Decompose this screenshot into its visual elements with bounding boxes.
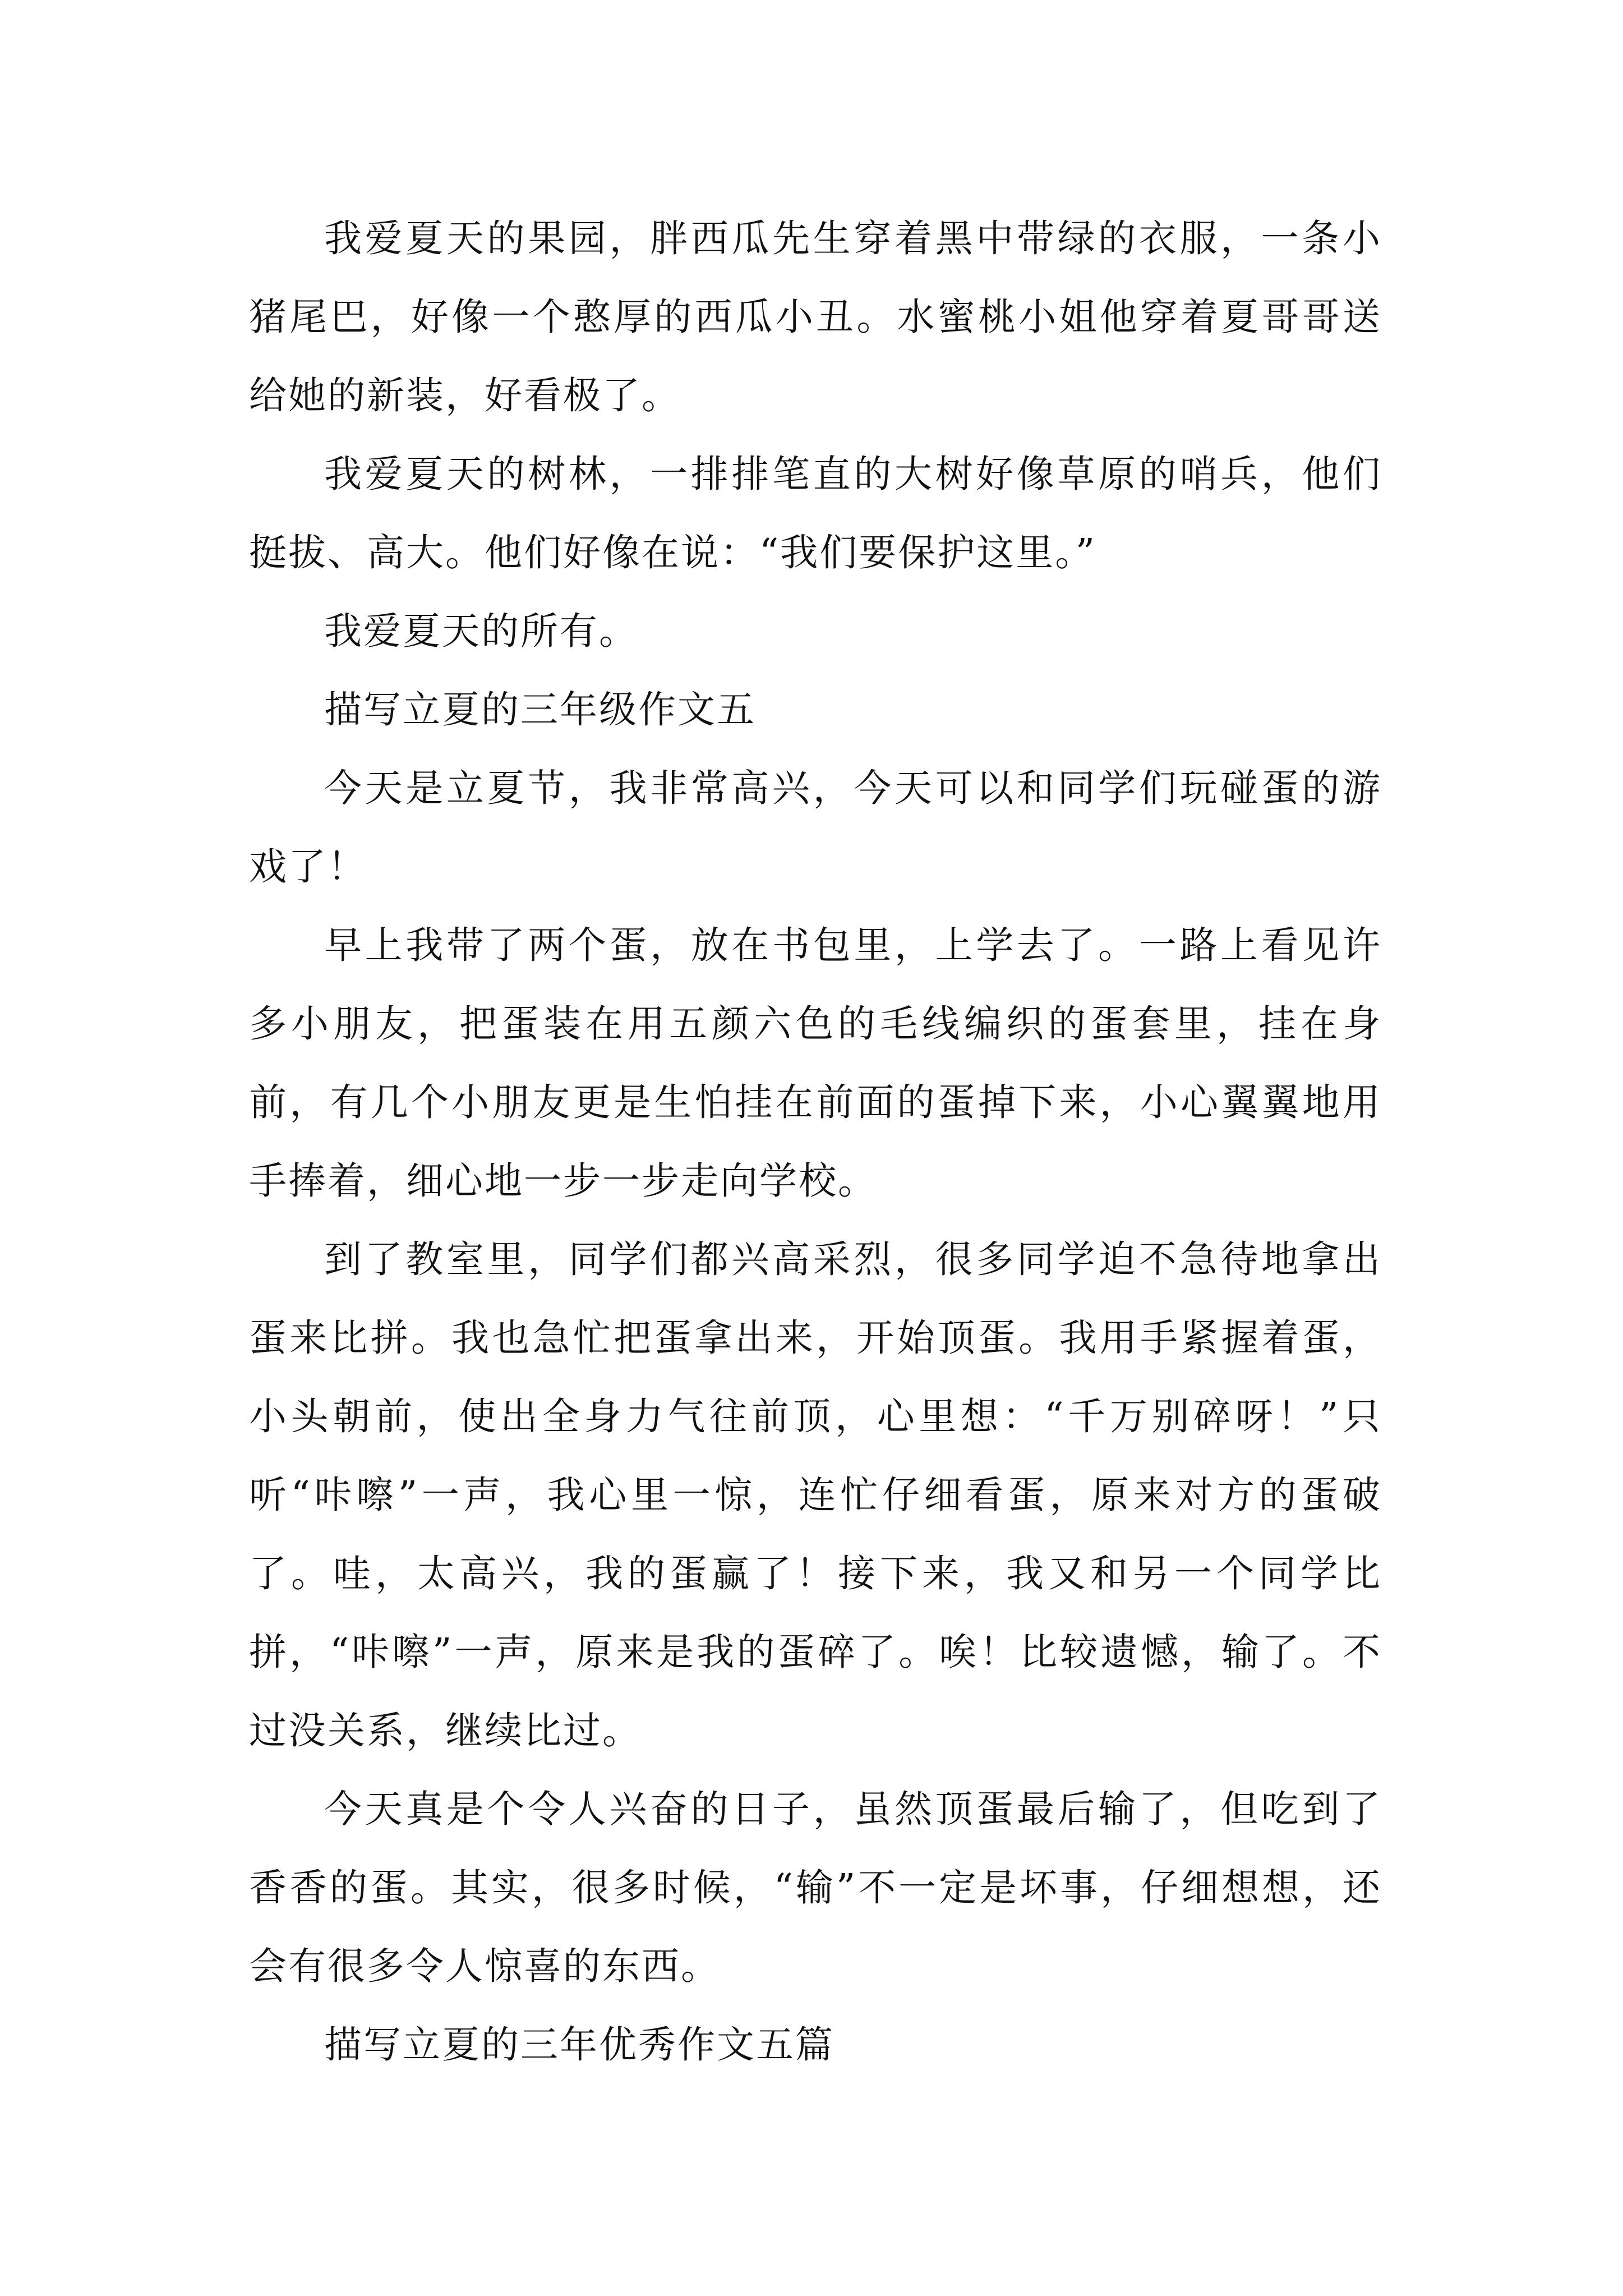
paragraph-exciting-day: 今天真是个令人兴奋的日子，虽然顶蛋最后输了，但吃到了香香的蛋。其实，很多时候，“输”不一定是坏事，仔细想想，还会有很多令人惊喜的东西。 — [249, 1787, 1382, 1988]
closing-heading: 描写立夏的三年优秀作文五篇 — [324, 2023, 834, 2067]
section-heading-essay-five: 描写立夏的三年级作文五 — [324, 688, 756, 731]
paragraph-morning-eggs: 早上我带了两个蛋，放在书包里，上学去了。一路上看见许多小朋友，把蛋装在用五颜六色的毛线编织的蛋套里，挂在身前，有几个小朋友更是生怕挂在前面的蛋掉下来，小心翼翼地用手捧着，细心地一步一步走向学校。 — [249, 923, 1382, 1203]
document-body — [249, 199, 1382, 2084]
paragraph-love-all: 我爱夏天的所有。 — [324, 609, 638, 653]
paragraph-orchard: 我爱夏天的果园，胖西瓜先生穿着黑中带绿的衣服，一条小猪尾巴，好像一个憨厚的西瓜小丑。水蜜桃小姐他穿着夏哥哥送给她的新装，好看极了。 — [249, 217, 1382, 417]
paragraph-egg-battle: 到了教室里，同学们都兴高采烈，很多同学迫不急待地拿出蛋来比拼。我也急忙把蛋拿出来，开始顶蛋。我用手紧握着蛋，小头朝前，使出全身力气往前顶，心里想：“千万别碎呀！”只听“咔嚓”一声，我心里一惊，连忙仔细看蛋，原来对方的蛋破了。哇，太高兴，我的蛋赢了！接下来，我又和另一个同学比拼，“咔嚓”一声，原来是我的蛋碎了。唉！比较遗憾，输了。不过没关系，继续比过。 — [249, 1237, 1382, 1752]
paragraph-forest: 我爱夏天的树林，一排排笔直的大树好像草原的哨兵，他们挺拔、高大。他们好像在说：“我们要保护这里。” — [249, 452, 1382, 574]
paragraph-lixia-festival: 今天是立夏节，我非常高兴，今天可以和同学们玩碰蛋的游戏了！ — [249, 766, 1382, 889]
